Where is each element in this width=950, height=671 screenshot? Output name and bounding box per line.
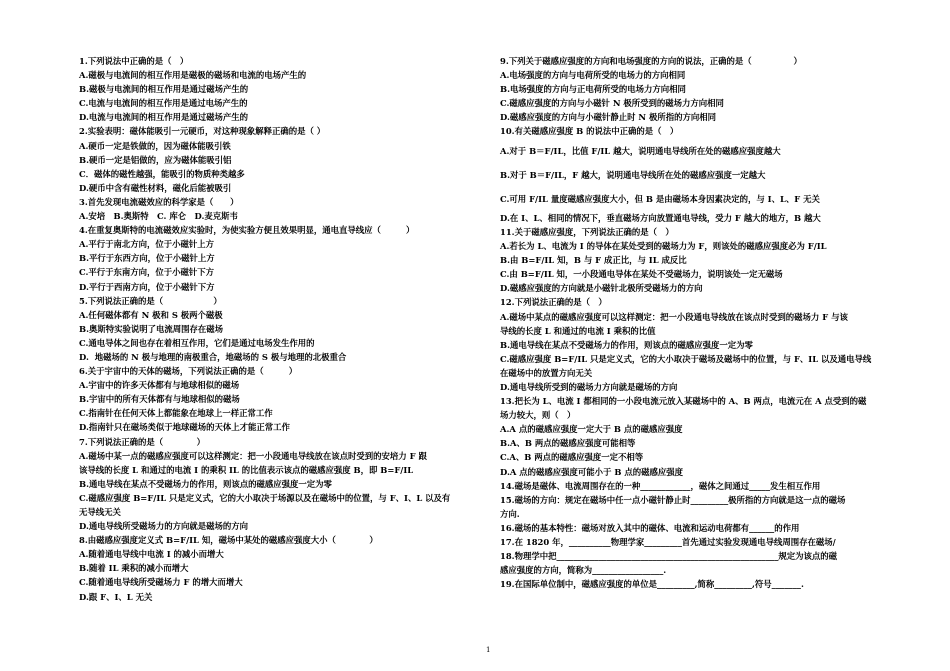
text-line: D. 地磁场的 N 极与地理的南极重合，地磁场的 S 极与地理的北极重合 (79, 351, 347, 362)
text-line: D.电流与电流间的相互作用是通过磁场产生的 (79, 112, 249, 123)
text-line: A.磁极与电流间的相互作用是磁极的磁场和电流的电场产生的 (79, 70, 307, 81)
left-column (79, 54, 479, 604)
text-line: 感应强度的方向，简称为_________________. (500, 565, 667, 576)
text-line: C.磁感应强度 B=F/IL 只是定义式，它的大小取决于场源以及在磁场中的位置，与 F、I、L 以及有 (79, 492, 451, 503)
text-line: D.A 点的磁感应强度可能小于 B 点的磁感应强度 (500, 466, 683, 477)
text-line: C.指南针在任何天体上都能象在地球上一样正常工作 (79, 408, 273, 419)
text-line: 13.把长为 L、电流 I 都相同的一小段电流元放入某磁场中的 A、B 两点，电流元在 A 点受到的磁 (500, 396, 867, 407)
text-line: A.磁场中某一点的磁感应强度可以这样测定：把一小段通电导线放在该点时受到的安培力 F 跟 (79, 450, 427, 461)
text-line: 在磁场中的放置方向无关 (500, 367, 593, 378)
text-line: D.平行于西南方向，位于小磁针下方 (79, 281, 215, 292)
text-line: B.硬币一定是铝做的，应为磁体能吸引铝 (79, 154, 232, 165)
text-line: A.平行于南北方向，位于小磁针上方 (79, 239, 215, 250)
text-line: C．磁体的磁性越强，能吸引的物质种类越多 (79, 168, 245, 179)
text-line: A.若长为 L、电流为 I 的导体在某处受到的磁场力为 F，则该处的磁感应强度必为 F/IL (500, 241, 827, 252)
text-line: 10.有关磁感应强度 B 的说法中正确的是（ ） (500, 126, 679, 137)
text-line: C.A、B 两点的磁感应强度一定不相等 (500, 452, 644, 463)
text-line: 15.磁场的方向：规定在磁场中任一点小磁针静止时_________极所指的方向就是这一点的磁场 (500, 494, 846, 505)
text-line: B.通电导线在某点不受磁场力的作用，则该点的磁感应强度一定为零 (500, 339, 753, 350)
text-line: 3.首先发现电流磁效应的科学家是（ ） (79, 196, 239, 207)
text-line: 5.下列说法正确的是（ ） (79, 295, 222, 306)
text-line: C.磁感应强度 B=F/IL 只是定义式，它的大小取决于磁场及磁场中的位置，与 F、IL 以及通电导线 (500, 353, 872, 364)
text-line: D.通电导线所受到的磁场力方向就是磁场的方向 (500, 381, 678, 392)
text-line: A.硬币一定是铁做的，因为磁体能吸引铁 (79, 140, 231, 151)
text-line: A.磁场中某点的磁感应强度可以这样测定：把一小段通电导线放在该点时受到的磁场力 F 与该 (500, 311, 848, 322)
text-line: C.随着通电导线所受磁场力 F 的增大而增大 (79, 577, 243, 588)
text-line: 12.下列说法正确的是（ ） (500, 297, 607, 308)
text-line: C.由 B=F/IL 知，一小段通电导体在某处不受磁场力，说明该处一定无磁场 (500, 269, 783, 280)
text-line: C.可用 F/IL 量度磁感应强度大小，但 B 是由磁场本身因素决定的，与 I、L、F 无关 (500, 193, 820, 204)
text-line: 19.在国际单位制中，磁感应强度的单位是_________,简称_________,符号_______. (500, 579, 804, 590)
text-line: 该导线的长度 L 和通过的电流 I 的乘积 IL 的比值表示该点的磁感应强度 B，即 B=F/IL (79, 464, 414, 475)
text-line: B.奥斯特实验说明了电流周围存在磁场 (79, 323, 223, 334)
right-column (500, 54, 900, 591)
text-line: 8.由磁感应强度定义式 B=F/IL 知，磁场中某处的磁感应强度大小（ ） (79, 535, 378, 546)
text-line: 导线的长度 L 和通过的电流 I 乘积的比值 (500, 325, 656, 336)
text-line: 方向. (500, 508, 520, 519)
text-line: C.磁感应强度的方向与小磁针 N 极所受到的磁场力方向相同 (500, 98, 724, 109)
text-line: B.电场强度的方向与正电荷所受的电场力方向相同 (500, 84, 686, 95)
text-line: B.通电导线在某点不受磁场力的作用，则该点的磁感应强度一定为零 (79, 478, 332, 489)
text-line: B.磁极与电流间的相互作用是通过磁场产生的 (79, 84, 249, 95)
text-line: 17.在 1820 年，__________物理学家_________首先通过实验发现通电导线周围存在磁场/ (500, 537, 836, 547)
text-line: D.磁感应强度的方向就是小磁针北极所受磁场力的方向 (500, 283, 703, 294)
text-line: A.对于 B＝F/IL，比值 F/IL 越大，说明通电导线所在处的磁感应强度越大 (500, 145, 781, 156)
text-line: B.宇宙中的所有天体都有与地球相似的磁场 (79, 394, 240, 405)
text-line: A.安培 B.奥斯特 C. 库仑 D.麦克斯韦 (79, 211, 238, 222)
text-line: 7.下列说法正确的是（ ） (79, 436, 205, 447)
text-line: 11.关于磁感应强度，下列说法正确的是（ ） (500, 226, 674, 237)
text-line: D.跟 F、I、L 无关 (79, 591, 153, 602)
text-line: A.任何磁体都有 N 极和 S 极两个磁极 (79, 309, 223, 320)
page-number: 1 (486, 646, 491, 654)
text-line: C.电流与电流间的相互作用是通过电场产生的 (79, 98, 248, 109)
text-line: A.宇宙中的许多天体都有与地球相似的磁场 (79, 380, 240, 391)
text-line: D.硬币中含有磁性材料，磁化后能被吸引 (79, 182, 232, 193)
text-line: D.指南针只在磁场类似于地球磁场的天体上才能正常工作 (79, 422, 290, 433)
text-line: 4.在重复奥斯特的电流磁效应实验时，为使实验方便且效果明显，通电直导线应（ ） (79, 225, 415, 236)
text-line: C.通电导体之间也存在着相互作用，它们是通过电场发生作用的 (79, 337, 315, 348)
text-line: 2.实验表明：磁体能吸引一元硬币，对这种现象解释正确的是（ ） (79, 126, 326, 137)
text-line: D.磁感应强度的方向与小磁针静止时 N 极所指的方向相同 (500, 112, 716, 123)
text-line: 1.下列说法中正确的是（ ） (79, 56, 189, 66)
text-line: A.随着通电导线中电流 I 的减小而增大 (79, 549, 224, 560)
text-line: 场力较大，则（ ） (500, 410, 576, 421)
text-line: 18.物理学中把_____________________________________________________规定为该点的磁 (500, 551, 838, 562)
text-line: D.在 I、L、相同的情况下，垂直磁场方向放置通电导线，受力 F 越大的地方，B 越大 (500, 212, 821, 223)
text-line: C.平行于东南方向，位于小磁针下方 (79, 267, 215, 278)
text-line: 14.磁场是磁体、电流周围存在的一种____________，磁体之间通过_____发生相互作用 (500, 480, 821, 491)
text-line: 9.下列关于磁感应强度的方向和电场强度的方向的说法，正确的是（ ） (500, 56, 802, 66)
text-line: A.电场强度的方向与电荷所受的电场力的方向相同 (500, 70, 686, 81)
text-line: B.对于 B＝F/IL，F 越大，说明通电导线所在处的磁感应强度一定越大 (500, 169, 766, 180)
text-line: B.A、B 两点的磁感应强度可能相等 (500, 438, 636, 449)
text-line: B.随着 IL 乘积的减小而增大 (79, 563, 189, 574)
text-line: 无导线无关 (79, 507, 121, 517)
text-line: 16.磁场的基本特性：磁场对放入其中的磁体、电流和运动电荷都有______的作用 (500, 522, 800, 533)
text-line: B.平行于东西方向，位于小磁针上方 (79, 253, 215, 264)
text-line: B.由 B=F/IL 知，B 与 F 成正比，与 IL 成反比 (500, 255, 687, 266)
text-line: A.A 点的磁感应强度一定大于 B 点的磁感应强度 (500, 424, 683, 435)
text-line: D.通电导线所受磁场力的方向就是磁场的方向 (79, 521, 249, 532)
text-line: 6.关于宇宙中的天体的磁场，下列说法正确的是（ ） (79, 366, 298, 377)
